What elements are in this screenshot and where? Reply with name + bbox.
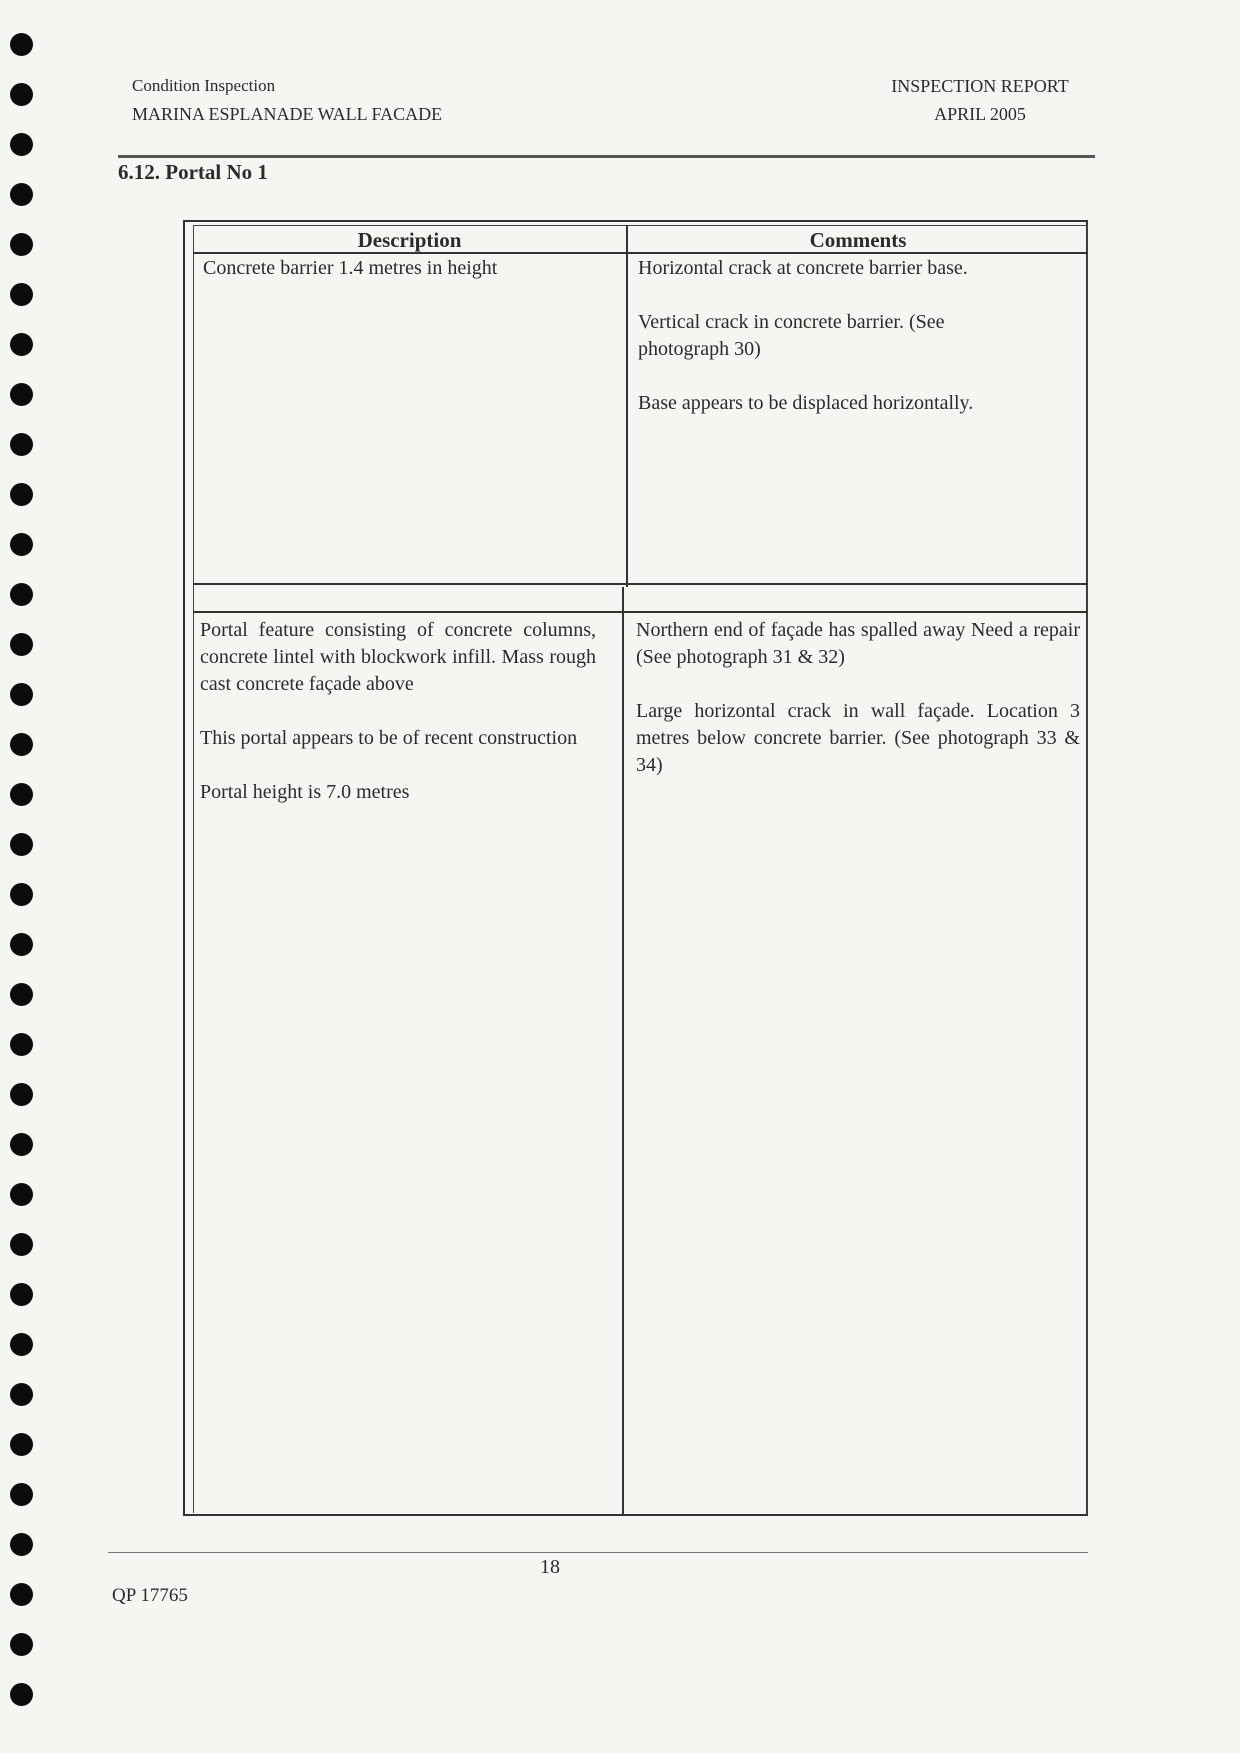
binding-hole [10, 933, 33, 956]
binding-hole [10, 133, 33, 156]
binding-hole [10, 1533, 33, 1556]
binding-hole [10, 1583, 33, 1606]
comment-text: Base appears to be displaced horizontally. [638, 392, 974, 414]
header-report-type: INSPECTION REPORT [891, 76, 1069, 96]
binding-hole [10, 883, 33, 906]
binding-hole [10, 783, 33, 806]
binding-hole [10, 1383, 33, 1406]
binding-hole [10, 683, 33, 706]
binding-hole [10, 833, 33, 856]
page-number: 18 [540, 1556, 560, 1578]
binding-hole [10, 383, 33, 406]
row-divider [193, 611, 1088, 613]
header-right [870, 72, 1090, 128]
binding-hole [10, 533, 33, 556]
document-code: QP 17765 [112, 1585, 188, 1606]
comment-text: Horizontal crack at concrete barrier base. [638, 257, 968, 279]
binding-hole [10, 983, 33, 1006]
header-project-title: MARINA ESPLANADE WALL FACADE [132, 104, 443, 124]
header-report-date: APRIL 2005 [934, 104, 1026, 124]
description-text: Portal feature consisting of concrete columns, concrete lintel with blockwork infill. Mass rough cast concrete façade above [200, 619, 596, 695]
binding-hole [10, 1133, 33, 1156]
section-title: 6.12. Portal No 1 [118, 160, 268, 184]
comment-text: Large horizontal crack in wall façade. Location 3 metres below concrete barrier. (See photograph 33 & 34) [636, 700, 1080, 776]
comment-text: Northern end of façade has spalled away Need a repair (See photograph 31 & 32) [636, 619, 1080, 668]
binding-hole [10, 83, 33, 106]
binding-hole [10, 1283, 33, 1306]
column-header-description: Description [357, 228, 462, 252]
binding-hole [10, 333, 33, 356]
binding-hole [10, 1483, 33, 1506]
binding-hole [10, 633, 33, 656]
binding-hole [10, 233, 33, 256]
row-divider [193, 583, 1088, 585]
binding-hole [10, 483, 33, 506]
binding-hole [10, 183, 33, 206]
binding-hole [10, 733, 33, 756]
binding-hole [10, 433, 33, 456]
binding-hole [10, 1633, 33, 1656]
inspection-table [183, 220, 1088, 1516]
comment-text: Vertical crack in concrete barrier. (See photograph 30) [638, 311, 945, 360]
description-text: Portal height is 7.0 metres [200, 781, 410, 803]
binding-hole [10, 1033, 33, 1056]
description-text: Concrete barrier 1.4 metres in height [203, 257, 498, 279]
binding-holes [8, 28, 38, 1728]
description-text: This portal appears to be of recent construction [200, 727, 578, 749]
column-divider [622, 587, 624, 1516]
header-subtitle: Condition Inspection [132, 76, 276, 95]
binding-hole [10, 1333, 33, 1356]
header-rule [118, 155, 1095, 158]
row1-comments [638, 255, 1078, 444]
binding-hole [10, 1183, 33, 1206]
row1-description [203, 255, 613, 309]
binding-hole [10, 1083, 33, 1106]
binding-hole [10, 283, 33, 306]
binding-hole [10, 33, 33, 56]
binding-hole [10, 583, 33, 606]
binding-hole [10, 1233, 33, 1256]
footer-rule [108, 1552, 1088, 1553]
binding-hole [10, 1433, 33, 1456]
row3-comments [636, 617, 1080, 806]
binding-hole [10, 1683, 33, 1706]
row3-description [200, 617, 614, 833]
column-header-comments: Comments [809, 228, 907, 252]
column-divider [626, 225, 628, 587]
header-left [132, 72, 442, 128]
